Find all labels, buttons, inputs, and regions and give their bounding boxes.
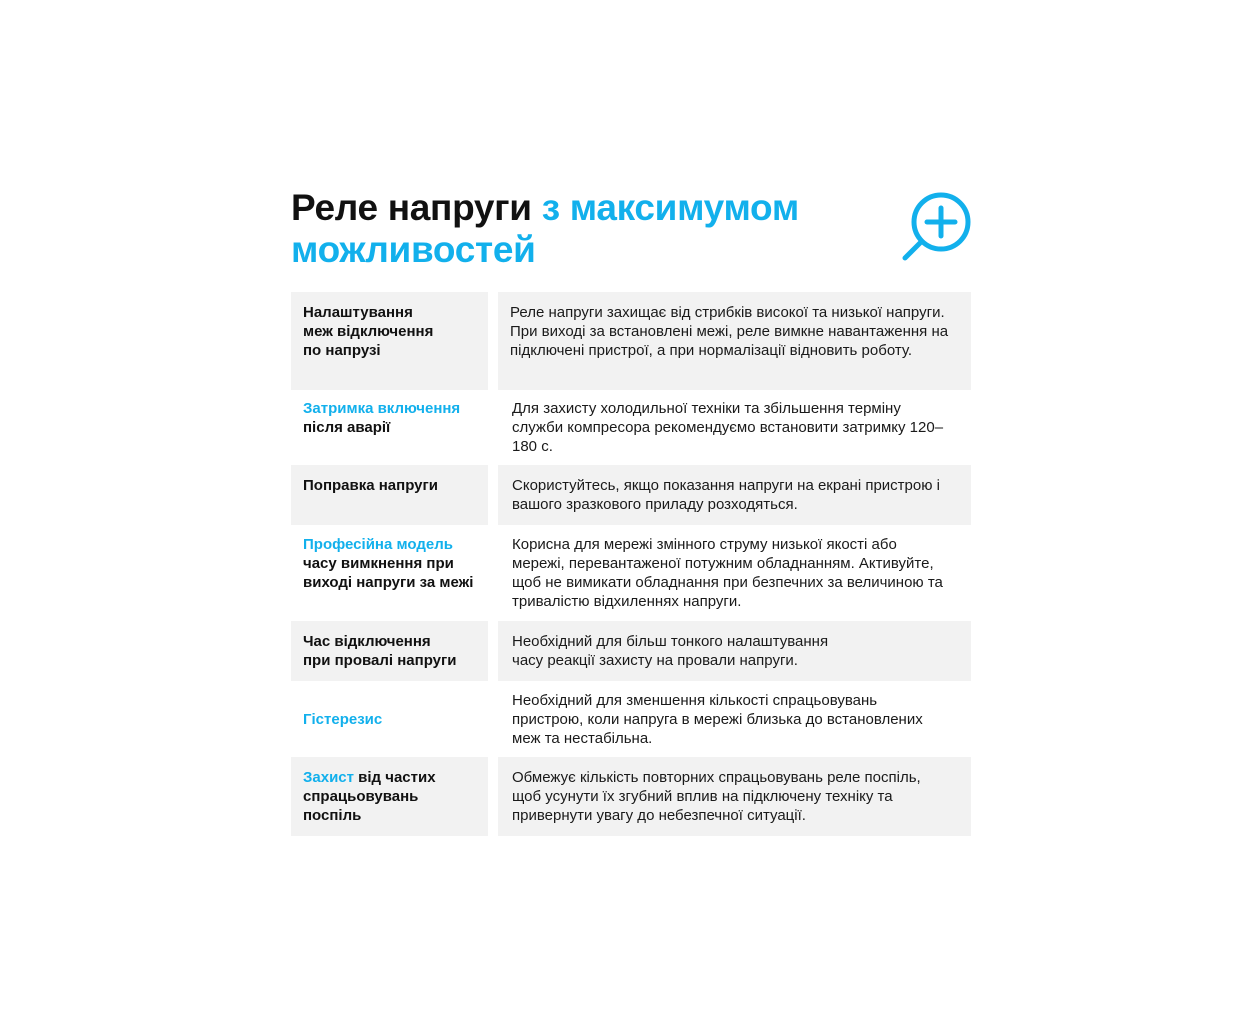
feature-label	[291, 621, 488, 681]
label-line: Поправка напруги	[303, 477, 438, 494]
feature-description: Для захисту холодильної техніки та збільшення терміну служби компресора рекомендуємо встановити затримку 120–180 с.	[512, 400, 944, 455]
table-row	[291, 757, 971, 836]
feature-label	[291, 757, 488, 836]
label-line: по напрузі	[303, 342, 381, 359]
description-line: часу реакції захисту на провали напруги.	[512, 652, 798, 669]
title-dark-part: Реле напруги	[291, 187, 532, 228]
feature-label	[291, 292, 488, 390]
label-line: спрацьовувань поспіль	[303, 788, 419, 824]
feature-description: Обмежує кількість повторних спрацьовувань реле поспіль, щоб усунути їх згубний вплив на підключену техніку та привернути увагу до небезпечної ситуації.	[498, 757, 971, 836]
label-accent: Затримка включення	[303, 400, 461, 417]
feature-description: Скористуйтесь, якщо показання напруги на екрані пристрою і вашого зразкового приладу розходяться.	[498, 465, 971, 525]
table-row	[291, 292, 971, 390]
label-line: Час відключення	[303, 633, 431, 650]
table-row	[291, 525, 971, 621]
label-line: меж відключення	[303, 323, 434, 340]
feature-description: Реле напруги захищає від стрибків високої та низької напруги. При виході за встановлені межі, реле вимкне навантаження на підключені пристрої, а при нормалізації відновить роботу.	[498, 292, 971, 390]
feature-label	[291, 390, 488, 465]
label-line: від частих	[358, 769, 436, 786]
feature-label	[291, 465, 488, 525]
feature-description: Необхідний для зменшення кількості спрацьовувань пристрою, коли напруга в мережі близька до встановлених меж та нестабільна.	[512, 692, 923, 747]
feature-description: Корисна для мережі змінного струму низької якості або мережі, перевантаженої потужним обладнанням. Активуйте, щоб не вимикати обладнання при безпечних за величиною та тривалістю відхиленнях напруги.	[512, 536, 943, 610]
table-row	[291, 681, 971, 757]
feature-label	[291, 681, 488, 757]
page-title	[291, 187, 891, 271]
table-row	[291, 621, 971, 681]
label-accent: Гістерезис	[303, 710, 383, 728]
label-accent: Професійна модель	[303, 536, 453, 553]
title-accent-part: з максимумом можливостей	[291, 187, 799, 270]
feature-label	[291, 525, 488, 621]
label-line: виході напруги за межі	[303, 574, 474, 591]
label-line: Налаштування	[303, 304, 413, 321]
label-line: після аварії	[303, 419, 391, 436]
label-accent: Захист	[303, 769, 354, 786]
table-row	[291, 390, 971, 465]
zoom-in-icon	[901, 191, 973, 263]
label-line: часу вимкнення при	[303, 555, 454, 572]
table-row	[291, 465, 971, 525]
features-table	[291, 292, 971, 836]
feature-description	[498, 621, 971, 681]
label-line: при провалі напруги	[303, 652, 457, 669]
description-line: Необхідний для більш тонкого налаштування	[512, 633, 829, 650]
